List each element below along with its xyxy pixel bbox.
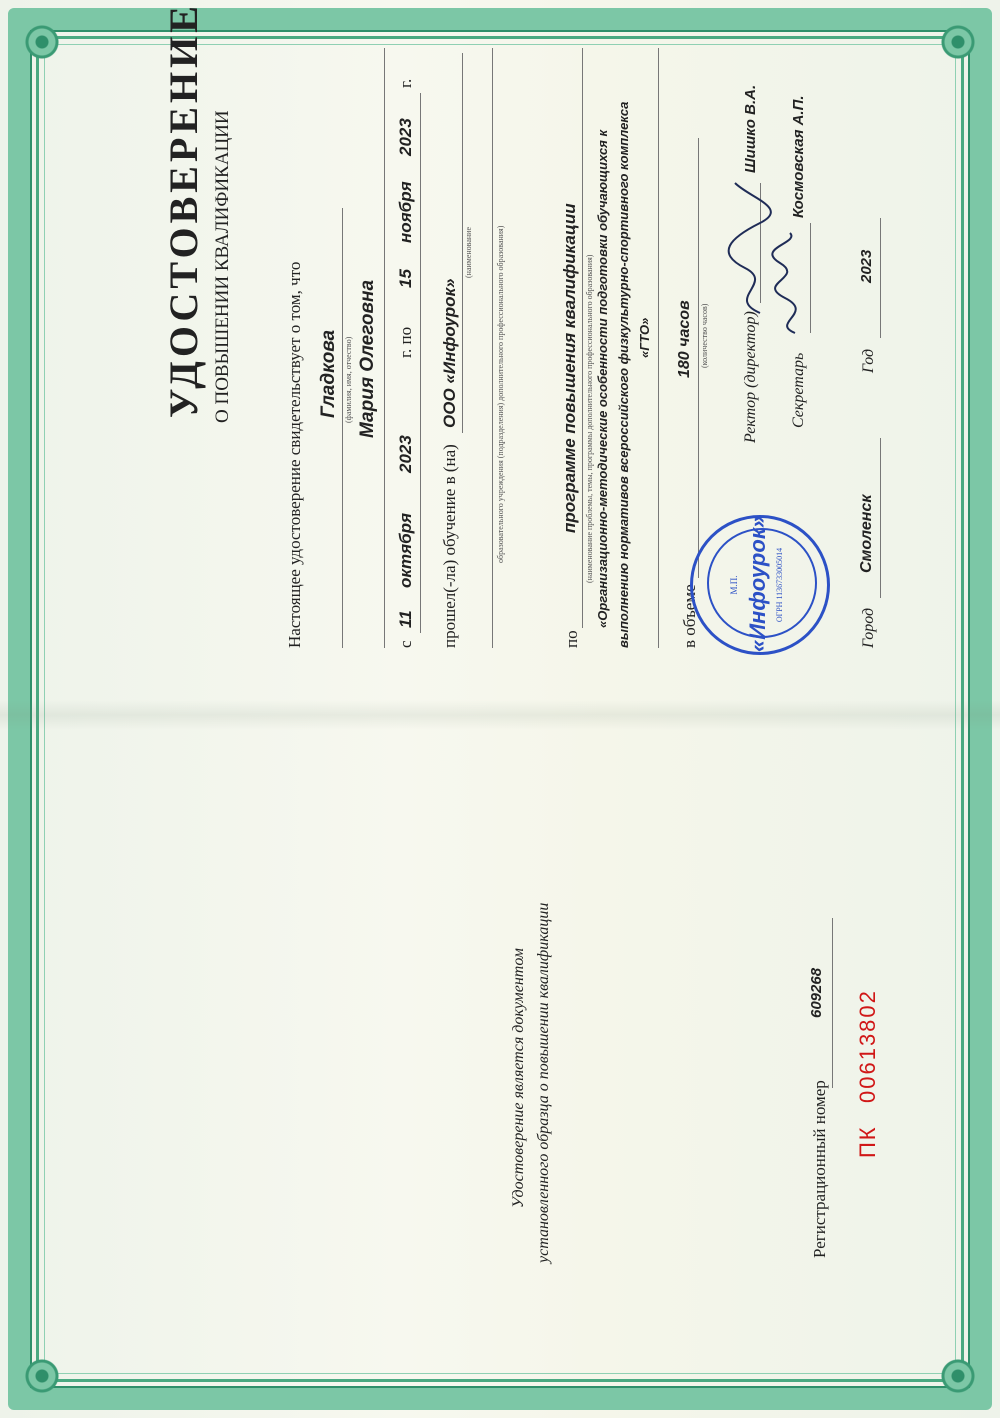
secretary-signature-icon xyxy=(765,228,820,338)
reg-number-label: Регистрационный номер xyxy=(810,1080,829,1258)
hours-value: 180 часов xyxy=(676,300,693,378)
underline xyxy=(698,138,699,578)
underline xyxy=(880,438,881,598)
city-value: Смоленск xyxy=(858,494,875,573)
stamp-mp: М.П. xyxy=(729,575,739,595)
date-to-month: ноября xyxy=(396,181,415,243)
program-line-1: «Организационно-методические особенности подготовки обучающихся к xyxy=(595,129,610,628)
organization-stamp xyxy=(690,515,830,655)
underline xyxy=(658,48,659,648)
statement-line-1: Удостоверение является документом xyxy=(510,948,527,1208)
program-kind: программе повышения квалификации xyxy=(560,203,579,533)
underline xyxy=(880,218,881,338)
fio-hint: (фамилия, имя, отчество) xyxy=(344,336,353,423)
program-hint: (наименование проблемы, темы, программы дополнительного профессионального образования) xyxy=(585,254,594,583)
certificate-subtitle: О ПОВЫШЕНИИ КВАЛИФИКАЦИИ xyxy=(212,110,233,423)
surname: Гладкова xyxy=(318,329,339,418)
trained-label: прошел(-ла) обучение в (на) xyxy=(440,444,459,648)
program-line-3: «ГТО» xyxy=(637,317,652,358)
name-patronymic: Мария Олеговна xyxy=(357,279,378,438)
secretary-signature-line xyxy=(810,223,811,333)
underline xyxy=(582,48,583,628)
hours-hint: (количество часов) xyxy=(700,303,709,368)
reg-number: 609268 xyxy=(808,967,825,1018)
stamp-ogrn: ОГРН 1136733005014 xyxy=(775,547,784,623)
stamp-name: «Инфоурок» xyxy=(745,515,770,652)
date-to-label: г. по xyxy=(396,326,415,358)
statement-line-2: установленного образца о повышении квалификации xyxy=(535,902,552,1263)
date-from-label: с xyxy=(396,640,415,648)
date-from-year: 2023 xyxy=(396,435,415,473)
year-value: 2023 xyxy=(858,249,875,283)
underline xyxy=(384,48,385,648)
series-label: ПК xyxy=(855,1125,880,1158)
intro-text: Настоящее удостоверение свидетельствует о том, что xyxy=(285,261,304,648)
underline xyxy=(462,53,463,433)
program-by-label: по xyxy=(562,630,581,648)
underline xyxy=(342,208,343,648)
year-label: Год xyxy=(860,348,877,373)
date-from-month: октября xyxy=(396,512,415,588)
year-suffix: г. xyxy=(396,78,415,88)
organization-name: ООО «Инфоурок» xyxy=(440,278,459,428)
program-line-2: выполнению нормативов всероссийского физкультурно-спортивного комплекса xyxy=(616,101,631,648)
certificate-title: УДОСТОВЕРЕНИЕ xyxy=(161,2,206,418)
underline xyxy=(420,93,421,633)
underline xyxy=(832,918,833,1088)
date-to-day: 15 xyxy=(396,269,415,288)
org-hint-short: (наименование xyxy=(464,226,473,278)
underline xyxy=(492,48,493,648)
secretary-name: Космовская А.П. xyxy=(790,95,807,218)
volume-label: в объеме xyxy=(680,584,699,648)
org-hint-long: образовательного учреждения (подразделения) дополнительного профессионального образования) xyxy=(496,225,505,563)
date-to-year: 2023 xyxy=(396,118,415,156)
date-from-day: 11 xyxy=(396,610,415,628)
secretary-label: Секретарь xyxy=(790,352,807,428)
form-number: 00613802 xyxy=(855,989,880,1103)
city-label: Город xyxy=(860,607,877,648)
rector-label: Ректор (директор) xyxy=(742,311,759,443)
rector-name: Шишко В.А. xyxy=(742,84,759,173)
